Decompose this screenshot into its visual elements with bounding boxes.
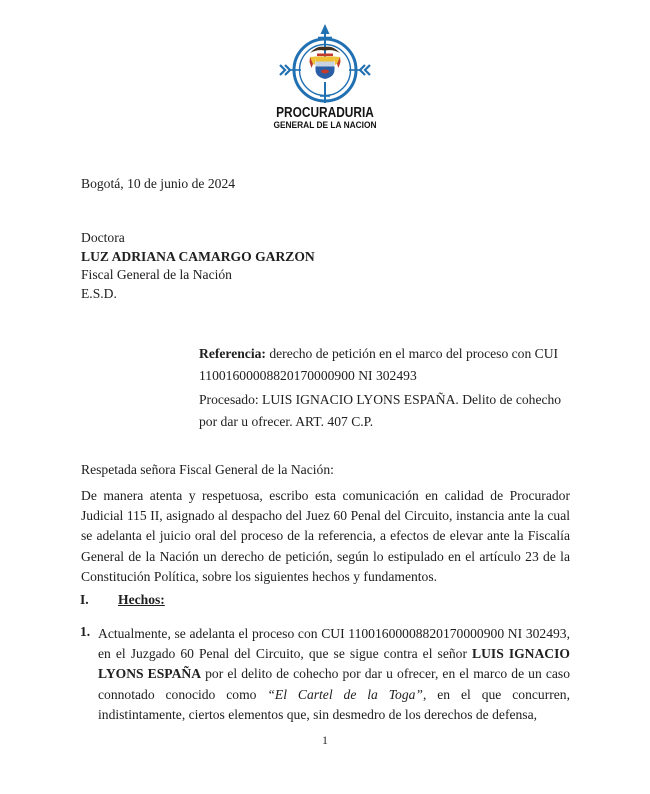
- letterhead: [0, 24, 650, 108]
- item-text-mid: por el delito de cohecho por dar u ofrecer, en el marco de un caso connotado conocido como: [98, 666, 571, 702]
- list-item-number: 1.: [80, 624, 91, 639]
- recipient-esd: E.S.D.: [81, 285, 117, 301]
- reference-text: derecho de petición en el marco del proceso con CUI 11001600008820170000900 NI 302493: [199, 346, 559, 383]
- reference-line: [199, 343, 573, 387]
- greeting-line: Respetada señora Fiscal General de la Nación:: [81, 462, 334, 477]
- letter-date: Bogotá, 10 de junio de 2024: [81, 176, 236, 191]
- reference-label: Referencia:: [199, 346, 266, 361]
- recipient-role: Fiscal General de la Nación: [81, 267, 232, 283]
- section-title-hechos: Hechos:: [118, 592, 165, 607]
- section-numeral: I.: [80, 592, 89, 607]
- page-number: 1: [322, 733, 328, 747]
- intro-paragraph: De manera atenta y respetuosa, escribo esta comunicación en calidad de Procurador Judicial 115 II, asignado al despacho del Juez 60 Penal del Circuito, instancia ante la cual se adelanta el juicio oral del proceso de la referencia, a efectos de elevar ante la Fiscalía General de la Nación un derecho de petición, según lo estipulado en el artículo 23 de la Constitución Política, sobre los siguientes hechos y fundamentos.: [81, 488, 570, 584]
- item-text-pre: Actualmente, se adelanta el proceso con CUI 11001600008820170000900 NI 302493, en el Juzgado 60 Penal del Circuito, que se sigue contra el señor: [98, 626, 570, 662]
- recipient-name: LUZ ADRIANA CAMARGO GARZON: [81, 248, 315, 264]
- logo-org-subname: GENERAL DE LA NACION: [273, 120, 377, 131]
- recipient-block: [81, 229, 315, 303]
- item-text-post: , en el que concurren, indistintamente, ciertos elementos que, sin desmedro de los derechos de defensa,: [98, 686, 570, 722]
- reference-block: [199, 343, 573, 433]
- logo-org-name: PROCURADURIA: [276, 105, 374, 121]
- item-text-case-name: “El Cartel de la Toga”: [267, 686, 423, 702]
- seal-east-chevrons-icon: [349, 65, 370, 75]
- list-item: [98, 624, 570, 725]
- recipient-salutation: Doctora: [81, 230, 125, 245]
- seal-west-chevrons-icon: [280, 65, 301, 75]
- procuraduria-seal-icon: [277, 24, 373, 108]
- seal-north-arrow-icon: [318, 24, 332, 58]
- item-text-bold-name: LUIS IGNACIO LYONS ESPAÑA: [98, 646, 570, 682]
- reference-procesado: Procesado: LUIS IGNACIO LYONS ESPAÑA. Delito de cohecho por dar u ofrecer. ART. 407 C.P.: [199, 392, 562, 429]
